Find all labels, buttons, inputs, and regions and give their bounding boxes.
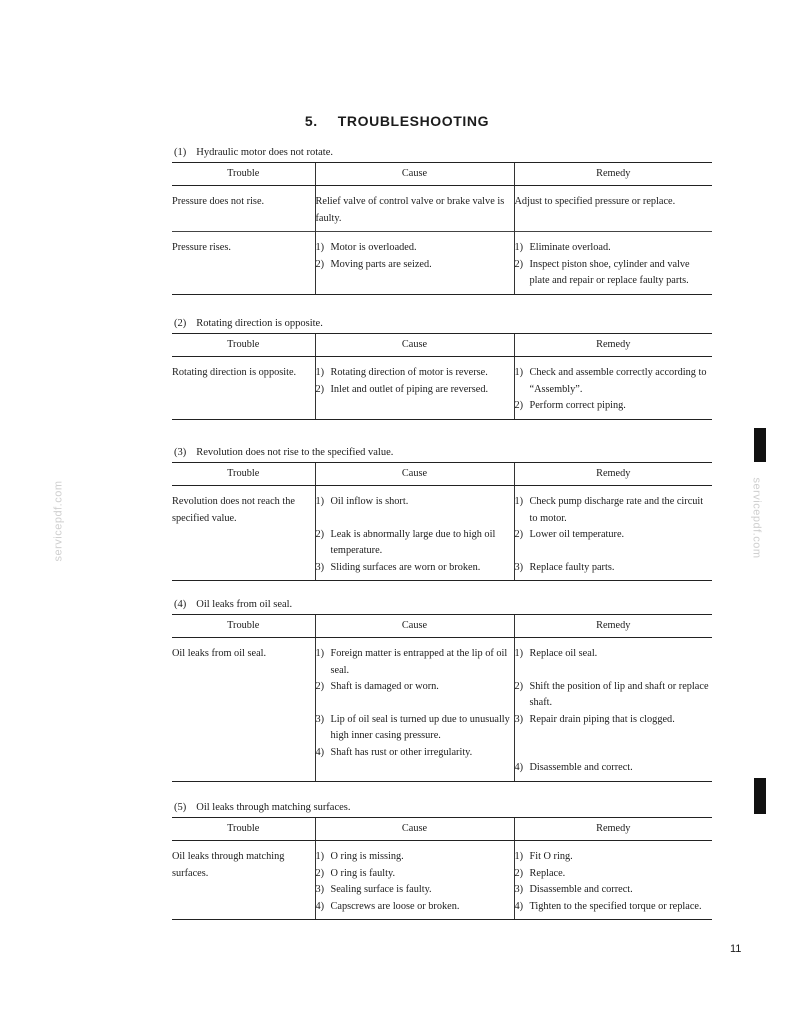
table-row xyxy=(172,638,712,782)
column-header-cause: Cause xyxy=(315,615,514,638)
troubleshooting-table xyxy=(172,333,712,420)
cause-cell: 1) Oil inflow is short. 2) Leak is abnormally large due to high oil temperature. 3) Sliding surfaces are worn or broken. xyxy=(315,486,514,581)
column-header-trouble: Trouble xyxy=(172,463,315,486)
page-number: 11 xyxy=(730,943,742,955)
section-heading: (2) Rotating direction is opposite. xyxy=(174,318,323,329)
cause-cell: Relief valve of control valve or brake valve is faulty. xyxy=(315,186,514,232)
registration-mark-bottom xyxy=(754,778,766,814)
column-header-trouble: Trouble xyxy=(172,163,315,186)
remedy-cell: Adjust to specified pressure or replace. xyxy=(514,186,712,232)
watermark-left: servicepdf.com xyxy=(52,480,65,562)
watermark-right: servicepdf.com xyxy=(750,477,763,559)
section-title: TROUBLESHOOTING xyxy=(337,113,490,129)
page-title xyxy=(0,113,794,129)
section-hydraulic-motor-not-rotate xyxy=(172,146,712,295)
column-header-remedy: Remedy xyxy=(514,334,712,357)
cause-cell: 1) Rotating direction of motor is reverse. 2) Inlet and outlet of piping are reversed. xyxy=(315,357,514,420)
troubleshooting-table xyxy=(172,614,712,782)
column-header-cause: Cause xyxy=(315,818,514,841)
cause-cell: 1) O ring is missing. 2) O ring is faulty. 3) Sealing surface is faulty. 4) Capscrews are loose or broken. xyxy=(315,841,514,920)
remedy-cell: 1) Eliminate overload. 2) Inspect piston shoe, cylinder and valve plate and repair or replace faulty parts. xyxy=(514,232,712,295)
section-number: 5. xyxy=(304,113,318,129)
remedy-cell: 1) Check and assemble correctly according to “Assembly”. 2) Perform correct piping. xyxy=(514,357,712,420)
trouble-cell: Revolution does not reach the specified value. xyxy=(172,486,315,581)
table-row xyxy=(172,357,712,420)
section-rotating-direction-opposite xyxy=(172,317,712,420)
trouble-cell: Pressure rises. xyxy=(172,232,315,295)
section-heading: (1) Hydraulic motor does not rotate. xyxy=(174,147,334,158)
column-header-trouble: Trouble xyxy=(172,818,315,841)
troubleshooting-table xyxy=(172,162,712,295)
trouble-cell: Oil leaks from oil seal. xyxy=(172,638,315,782)
table-row xyxy=(172,486,712,581)
column-header-remedy: Remedy xyxy=(514,615,712,638)
column-header-trouble: Trouble xyxy=(172,615,315,638)
column-header-cause: Cause xyxy=(315,334,514,357)
column-header-remedy: Remedy xyxy=(514,463,712,486)
table-row xyxy=(172,841,712,920)
column-header-remedy: Remedy xyxy=(514,818,712,841)
section-oil-leaks-oil-seal xyxy=(172,598,712,782)
cause-cell: 1) Motor is overloaded. 2) Moving parts are seized. xyxy=(315,232,514,295)
table-row xyxy=(172,186,712,232)
section-heading: (4) Oil leaks from oil seal. xyxy=(174,599,293,610)
registration-mark-top xyxy=(754,428,766,462)
section-oil-leaks-matching-surfaces xyxy=(172,801,712,920)
troubleshooting-table xyxy=(172,462,712,581)
trouble-cell: Pressure does not rise. xyxy=(172,196,265,207)
trouble-cell: Rotating direction is opposite. xyxy=(172,357,315,420)
column-header-remedy: Remedy xyxy=(514,163,712,186)
column-header-trouble: Trouble xyxy=(172,334,315,357)
column-header-cause: Cause xyxy=(315,163,514,186)
section-heading: (3) Revolution does not rise to the specified value. xyxy=(174,447,394,458)
remedy-cell: 1) Replace oil seal. 2) Shift the position of lip and shaft or replace shaft. 3) Repair drain piping that is clogged. 4) Disassemble and correct. xyxy=(514,638,712,782)
remedy-cell: 1) Fit O ring. 2) Replace. 3) Disassemble and correct. 4) Tighten to the specified torque or replace. xyxy=(514,841,712,920)
column-header-cause: Cause xyxy=(315,463,514,486)
section-heading: (5) Oil leaks through matching surfaces. xyxy=(174,802,351,813)
remedy-cell: 1) Check pump discharge rate and the circuit to motor. 2) Lower oil temperature. 3) Replace faulty parts. xyxy=(514,486,712,581)
section-revolution-not-rise xyxy=(172,446,712,581)
table-row xyxy=(172,232,712,295)
trouble-cell: Oil leaks through matching surfaces. xyxy=(172,841,315,920)
cause-cell: 1) Foreign matter is entrapped at the lip of oil seal. 2) Shaft is damaged or worn. 3) Lip of oil seal is turned up due to unusually high inner casing pressure. 4) Shaft has rust or other irregularity. xyxy=(315,638,514,782)
troubleshooting-table xyxy=(172,817,712,920)
